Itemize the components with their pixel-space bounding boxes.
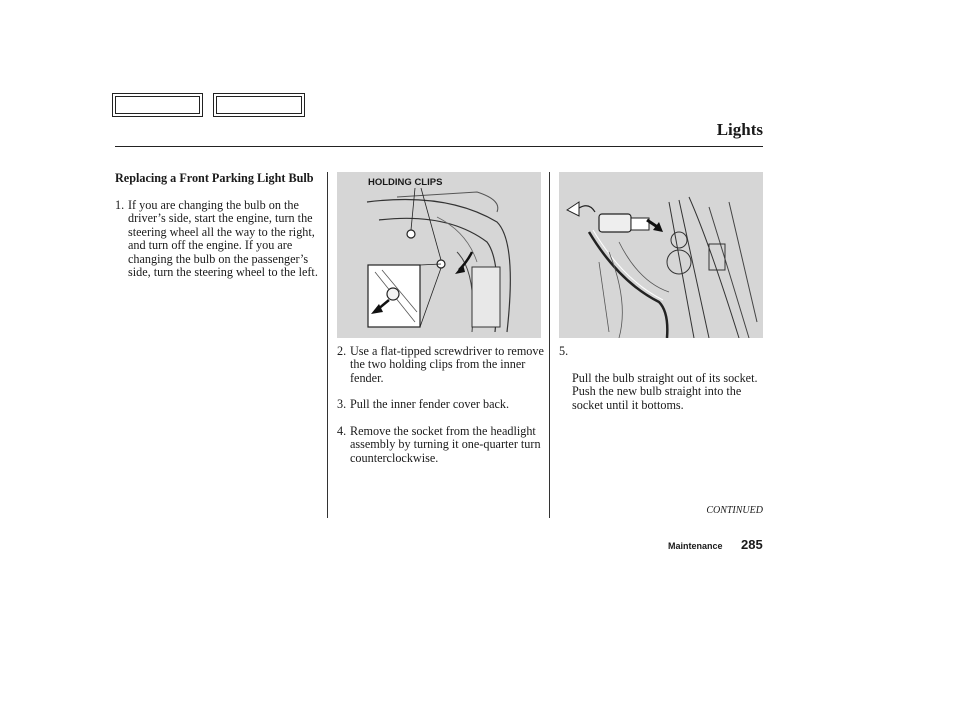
page-title: Lights [716,120,763,139]
section-heading: Replacing a Front Parking Light Bulb [115,171,314,185]
inner-fender-illustration [337,172,541,338]
step-text: Pull the bulb straight out of its socket. Push the new bulb straight into the socket until it bottoms. [572,370,758,412]
page-number: 285 [741,537,763,552]
step-number: 4. [337,424,347,438]
continued-label: CONTINUED [706,505,763,516]
step-3 [337,398,545,411]
step-number: 3. [337,397,347,411]
step-text: Pull the inner fender cover back. [350,397,510,411]
step-text: If you are changing the bulb on the driver’s side, start the engine, turn the steering wheel all the way to the right, and turn off the engine. If you are changing the bulb on the passenger’s side, turn the steering wheel to the left. [128,198,318,280]
step-number: 1. [115,198,125,212]
socket-drawing [559,172,763,338]
footer-section-name: Maintenance [668,541,723,551]
step-5 [559,345,763,425]
step-2 [337,345,545,385]
step-number: 5. [559,344,569,358]
step-text: Remove the socket from the headlight assembly by turning it one-quarter turn counterclockwise. [350,424,541,465]
holding-clips-callout: HOLDING CLIPS [368,177,443,188]
section-tab-box[interactable] [112,93,203,117]
step-number: 2. [337,344,347,358]
bulb-socket-illustration [559,172,763,338]
column-divider [549,172,550,518]
fender-drawing [337,172,541,338]
step-1 [115,199,320,279]
section-tab-box[interactable] [213,93,305,117]
step-4 [337,425,547,465]
column-divider [327,172,328,518]
step-text: Use a flat-tipped screwdriver to remove the two holding clips from the inner fender. [350,344,544,385]
header-rule [115,146,763,147]
